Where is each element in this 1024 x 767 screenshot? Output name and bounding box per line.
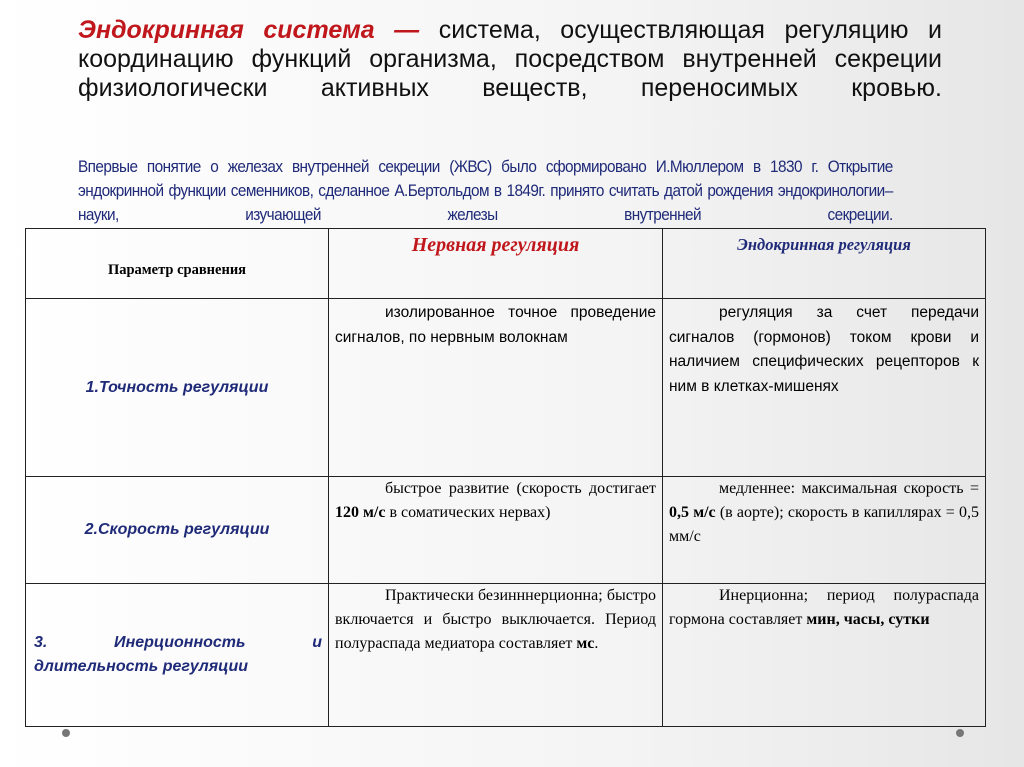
text-segment: Практически безинннерционна; быстро включается и быстро выключается. Период полураспада медиатора составляет [335,587,656,652]
param-cell: 2.Скорость регуляции [26,477,329,584]
table-row [26,584,986,727]
endocrine-cell [663,584,986,727]
history-note: Впервые понятие о железах внутренней секреции (ЖВС) было сформировано И.Мюллером в 1830 г. Открытие эндокринной функции семенников, сделанное А.Бертольдом в 1849г. принято считать датой рождения эндокринологии– науки, изучающей железы внутренней секреции. [78,158,893,224]
nervous-cell [329,477,663,584]
bold-segment: мс [576,635,595,652]
param-cell: 1.Точность регуляции [26,299,329,477]
bullet-dot-icon [62,729,70,737]
bold-segment: 0,5 м/с [669,504,716,521]
text-segment: медленнее: максимальная скорость = [719,480,979,497]
header-endocrine: Эндокринная регуляция [663,229,986,299]
param-cell: 3. Инерционность и длительность регуляции [26,584,329,727]
bullet-dot-icon [956,729,964,737]
text-segment: в соматических нервах) [385,504,551,521]
bold-segment: мин, часы, сутки [806,611,930,628]
bold-segment: 120 м/с [335,504,386,521]
header-nervous: Нервная регуляция [329,229,663,299]
header-parameter: Параметр сравнения [26,229,329,299]
text-segment: быстрое развитие (скорость достигает [385,480,656,497]
table-row [26,477,986,584]
definition-text [78,16,942,103]
nervous-cell [329,584,663,727]
text-segment: Инерционна; период полураспада гормона составляет [669,587,979,628]
definition-term: Эндокринная система — [78,16,420,44]
text-segment: (в аорте); скорость в капиллярах = 0,5 мм/с [669,504,979,545]
definition-body: система, осуществляющая регуляцию и координацию функций организма, посредством внутренней секреции физиологически активных веществ, переносимых кровью. [78,16,942,102]
endocrine-cell: регуляция за счет передачи сигналов (гормонов) током крови и наличием специфических рецепторов к ним в клетках-мишенях [663,299,986,477]
comparison-table [25,228,986,727]
text-segment: . [594,635,599,652]
endocrine-cell [663,477,986,584]
table-row [26,299,986,477]
nervous-cell: изолированное точное проведение сигналов, по нервным волокнам [329,299,663,477]
table-header-row [26,229,986,299]
